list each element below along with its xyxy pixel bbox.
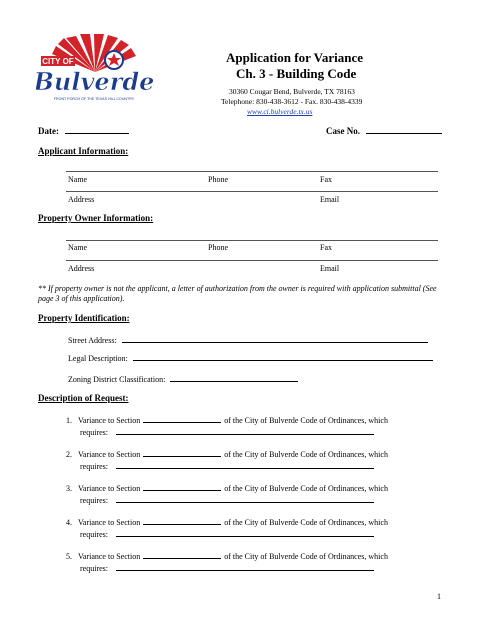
applicant-heading: Applicant Information: [38,146,129,156]
case-label: Case No. [326,126,360,136]
request-item-number: 4. [66,518,72,527]
owner-phone-label: Phone [208,243,228,252]
phone-fax-text: Telephone: 830-438-3612 - Fax. 830-438-4339 [221,97,363,106]
logo-city-of-text: CITY OF [42,57,74,66]
request-item [66,550,388,561]
request-item-requires-label: requires: [80,564,108,573]
date-field[interactable] [38,125,129,136]
applicant-email-label: Email [320,195,340,204]
request-item-requires-label: requires: [80,496,108,505]
street-address-field[interactable] [68,334,428,345]
owner-fax-label: Fax [320,243,332,252]
request-item-number: 2. [66,450,72,459]
title-line-1: Application for Variance [226,50,363,65]
request-item-suffix: of the City of Bulverde Code of Ordinances, which [224,552,388,561]
street-address-label: Street Address: [68,336,117,345]
request-item [66,482,388,493]
request-item-section-blank[interactable] [143,448,221,457]
owner-heading: Property Owner Information: [38,213,154,223]
owner-name-label: Name [68,243,88,252]
request-item-requires-blank[interactable] [116,494,374,503]
request-item-suffix: of the City of Bulverde Code of Ordinances, which [224,450,388,459]
request-item-requires-label: requires: [80,428,108,437]
request-item [66,414,388,425]
owner-address-label: Address [68,264,95,273]
applicant-name-label: Name [68,175,88,184]
owner-line-2[interactable] [66,260,438,261]
legal-description-blank[interactable] [133,352,433,361]
case-blank[interactable] [366,125,442,134]
logo-tagline-text: FRONT PORCH OF THE TEXAS HILL COUNTRY [53,97,135,101]
website-link[interactable]: www.ci.bulverde.tx.us [247,107,313,116]
bulverde-seal-icon [36,34,154,108]
request-item-requires-label: requires: [80,462,108,471]
request-item-number: 1. [66,416,72,425]
request-item-number: 5. [66,552,72,561]
request-item-section-label: Variance to Section [78,552,141,561]
case-field[interactable] [326,125,442,136]
request-item-requires [80,426,374,437]
city-logo [36,34,154,108]
request-item-requires-blank[interactable] [116,460,374,469]
request-item-section-blank[interactable] [143,482,221,491]
request-item-requires-label: requires: [80,530,108,539]
request-item-requires [80,460,374,471]
request-item-section-blank[interactable] [143,550,221,559]
applicant-line-2[interactable] [66,191,438,192]
property-heading: Property Identification: [38,313,130,323]
request-heading: Description of Request: [38,393,129,403]
date-blank[interactable] [65,125,129,134]
owner-note: ** If property owner is not the applicant, a letter of authorization from the owner is required with application submittal (See page 3 of this application). [38,284,437,303]
request-item-requires-blank[interactable] [116,528,374,537]
request-item-section-blank[interactable] [143,516,221,525]
page-number: 1 [437,592,441,601]
zoning-blank[interactable] [170,373,298,382]
request-item-requires [80,494,374,505]
request-item-section-blank[interactable] [143,414,221,423]
request-item-requires-blank[interactable] [116,562,374,571]
title-line-2: Ch. 3 - Building Code [236,66,357,81]
applicant-address-label: Address [68,195,95,204]
request-item-section-label: Variance to Section [78,450,141,459]
request-item-section-label: Variance to Section [78,484,141,493]
request-item-suffix: of the City of Bulverde Code of Ordinances, which [224,416,388,425]
applicant-phone-label: Phone [208,175,228,184]
request-item-section-label: Variance to Section [78,416,141,425]
owner-email-label: Email [320,264,340,273]
logo-name-text: Bulverde [36,67,154,96]
applicant-fax-label: Fax [320,175,332,184]
request-item-requires [80,528,374,539]
owner-line-1[interactable] [66,240,438,241]
legal-description-field[interactable] [68,352,433,363]
request-item-requires-blank[interactable] [116,426,374,435]
address-text: 30360 Cougar Bend, Bulverde, TX 78163 [229,87,355,96]
applicant-line-1[interactable] [66,171,438,172]
request-item [66,516,388,527]
request-item-number: 3. [66,484,72,493]
street-address-blank[interactable] [122,334,428,343]
zoning-label: Zoning District Classification: [68,375,166,384]
zoning-field[interactable] [68,373,298,384]
request-item-section-label: Variance to Section [78,518,141,527]
request-item [66,448,388,459]
request-item-suffix: of the City of Bulverde Code of Ordinances, which [224,484,388,493]
legal-description-label: Legal Description: [68,354,128,363]
request-item-requires [80,562,374,573]
date-label: Date: [38,126,59,136]
request-item-suffix: of the City of Bulverde Code of Ordinances, which [224,518,388,527]
